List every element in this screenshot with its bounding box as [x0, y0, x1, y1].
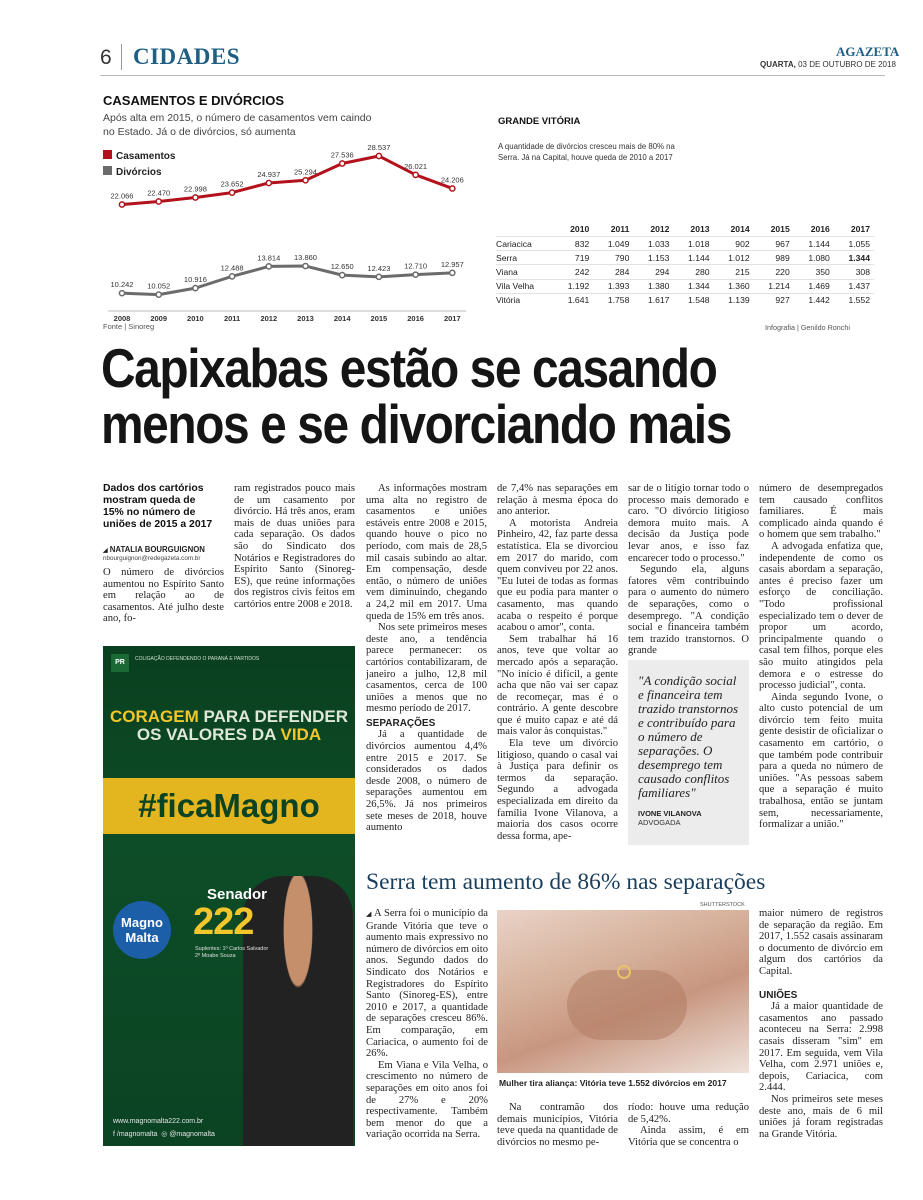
data-point — [230, 274, 235, 279]
infographic-subtitle — [103, 111, 372, 139]
table-cell: 220 — [754, 265, 794, 279]
author-name: NATALIA BOURGUIGNON — [109, 545, 205, 554]
infographic-title: CASAMENTOS E DIVÓRCIOS — [103, 93, 285, 108]
table-desc-line-2: Serra. Já na Capital, houve queda de 2010 a 2017 — [498, 153, 673, 162]
subtitle-line-2: no Estado. Já o de divórcios, só aumenta — [103, 126, 296, 138]
data-label: 12.710 — [404, 261, 428, 271]
table-cell: 902 — [714, 237, 754, 251]
table-cell: 719 — [553, 251, 593, 265]
table-cell: 1.144 — [794, 237, 834, 251]
ad-slogan-line-1 — [103, 708, 355, 726]
table-cell: 1.033 — [633, 237, 673, 251]
infographic-source: Fonte | Sinoreg — [103, 322, 155, 331]
table-row — [496, 293, 874, 307]
table-cell: 1.442 — [794, 293, 834, 307]
col3-subhead: SEPARAÇÕES — [366, 717, 436, 729]
data-point — [230, 190, 235, 195]
pull-quote-role: ADVOGADA — [638, 818, 681, 827]
table-cell: 1.018 — [673, 237, 713, 251]
article2-col-3 — [628, 1102, 749, 1148]
data-point — [266, 180, 271, 185]
ad-social — [113, 1130, 215, 1138]
table-cell: 1.437 — [834, 279, 874, 293]
table-year-header: 2011 — [610, 224, 630, 234]
table-cell: 1.192 — [553, 279, 593, 293]
ad-hashtag: #ficaMagno — [103, 778, 355, 834]
table-row-name: Vila Velha — [496, 279, 553, 293]
table-year-header: 2016 — [810, 224, 830, 234]
table-cell: 1.080 — [794, 251, 834, 265]
data-label: 25.294 — [294, 167, 317, 177]
table-row — [496, 279, 874, 293]
a2-col4-paragraph-3: Nos primeiros sete meses deste ano, mais de 6 mil uniões já foram registradas na Grande Vitória. — [759, 1093, 883, 1140]
data-label: 10.052 — [147, 281, 171, 291]
author-email: nbourguignon@redegazeta.com.br — [103, 555, 201, 562]
data-label: 13.814 — [257, 253, 281, 263]
table-row — [496, 251, 874, 265]
table-cell: 1.012 — [714, 251, 754, 265]
article-col-6 — [759, 483, 883, 831]
article2-col-4 — [759, 908, 883, 1140]
series-line-casamentos — [122, 156, 452, 205]
col6-paragraph-2: A advogada enfatiza que, independente de como os casais abordam a separação, antes é preciso fazer um esforço de conciliação. "Todo profissional especializado tem o dever de propor um acordo, principalmente quando o casal tem filhos, porque eles são muito atingidos pela demora e o estresse do processo judicial", conta. — [759, 540, 883, 692]
x-tick-label: 2016 — [407, 314, 424, 323]
ad-social-1[interactable]: /magnomalta — [116, 1131, 158, 1138]
data-label: 10.916 — [183, 275, 207, 285]
author-arrow-icon: ◢ — [103, 548, 108, 554]
infographic-credit: Infografia | Genildo Ronchi — [765, 323, 850, 332]
table-cell: 308 — [834, 265, 874, 279]
article-deck: Dados dos cartórios mostram queda de 15% no número de uniões de 2015 a 2017 — [103, 483, 213, 530]
data-point — [193, 195, 198, 200]
table-cell: 1.552 — [834, 293, 874, 307]
legend-casamentos-label: Casamentos — [116, 151, 176, 162]
data-label: 10.242 — [110, 280, 134, 290]
table-cell: 1.139 — [714, 293, 754, 307]
data-point — [266, 264, 271, 269]
ad-suplentes — [195, 946, 268, 960]
col6-paragraph-1: número de desempregados tem causado conflitos familiares. É mais complicado ainda quando é o homem que sem trabalho." — [759, 483, 883, 541]
ad-coragem: CORAGEM — [109, 707, 199, 726]
data-label: 12.488 — [220, 263, 244, 273]
ring-icon — [617, 965, 631, 979]
table-cell: 1.153 — [633, 251, 673, 265]
col6-paragraph-3: Ainda segundo Ivone, o alto custo potencial de um divórcio tem feito muita gente desistir de oficializar o casamento em cartório, o que também pode contribuir para a queda no número de uniões. "As pessoas sabem que a separação é muito trabalhosa, então se juntam sem, necessariamente, formalizar a união." — [759, 691, 883, 831]
col5-paragraph-2: Segundo ela, alguns fatores vêm contribuindo para o aumento do número de separações, como o desemprego. "A condição social e financeira também tem trazido transtornos. O grande — [628, 564, 749, 657]
table-cell: 294 — [633, 265, 673, 279]
col3-paragraph-2: Nos sete primeiros meses deste ano, a tendência parece permanecer: os cartórios contabilizaram, de janeiro a julho, 12,8 mil casamentos, cerca de 100 uniões a menos que no mesmo período de 2017. — [366, 622, 487, 715]
table-year-header: 2010 — [570, 224, 590, 234]
a2-col3-paragraph-2: Ainda assim, é em Vitória que se concentra o — [628, 1125, 749, 1148]
col4-paragraph-2: A motorista Andreia Pinheiro, 42, faz parte dessa estatística. Ela se divorciou em 2017 do marido, com quem conviveu por 22 anos. "Eu lutei de todas as formas que eu podia para manter o casamento, mas quando acaba o respeito é porque acabou o amor", conta. — [497, 517, 618, 634]
legend-divorcios-label: Divórcios — [116, 167, 162, 178]
article2-col-2 — [497, 1102, 618, 1148]
table-title: GRANDE VITÓRIA — [498, 116, 581, 127]
x-tick-label: 2014 — [333, 314, 351, 323]
ad-slogan — [103, 708, 355, 744]
table-header-blank — [496, 222, 553, 237]
headline-line-1: Capixabas estão se casando — [101, 337, 717, 399]
date-day: QUARTA, — [760, 60, 796, 69]
table-cell: 1.214 — [754, 279, 794, 293]
article-col-1 — [103, 567, 224, 625]
ad-candidate-number: 222 — [193, 901, 254, 943]
article-col-2 — [234, 483, 355, 611]
data-label: 22.470 — [147, 188, 171, 198]
table-year-header: 2013 — [690, 224, 710, 234]
divorce-table — [496, 222, 874, 307]
header-rule — [100, 75, 885, 76]
table-cell: 790 — [593, 251, 633, 265]
pull-quote-name: IVONE VILANOVA — [638, 809, 702, 818]
table-cell: 989 — [754, 251, 794, 265]
table-year-header: 2014 — [730, 224, 750, 234]
table-row-name: Viana — [496, 265, 553, 279]
data-label: 12.650 — [330, 262, 354, 272]
data-point — [450, 270, 455, 275]
a2-col4-subhead: UNIÕES — [759, 989, 798, 1001]
table-cell: 284 — [593, 265, 633, 279]
data-point — [340, 273, 345, 278]
table-cell: 215 — [714, 265, 754, 279]
data-point — [376, 153, 381, 158]
x-tick-label: 2010 — [187, 314, 204, 323]
x-tick-label: 2013 — [297, 314, 314, 323]
a2-col2-paragraph-1: Na contramão dos demais municípios, Vitória teve queda na quantidade de divórcios no mesmo pe- — [497, 1102, 618, 1148]
data-label: 13.860 — [294, 253, 317, 263]
ad-vida: VIDA — [280, 725, 322, 744]
article-col-5 — [628, 483, 749, 657]
table-cell: 280 — [673, 265, 713, 279]
data-point — [340, 161, 345, 166]
table-cell: 1.360 — [714, 279, 754, 293]
data-point — [156, 292, 161, 297]
table-cell: 1.055 — [834, 237, 874, 251]
table-row-name: Cariacica — [496, 237, 553, 251]
table-cell: 1.548 — [673, 293, 713, 307]
ad-social-2[interactable]: @magnomalta — [169, 1131, 215, 1138]
x-tick-label: 2008 — [113, 314, 131, 323]
ad-suplentes-1: Suplentes: 1º Carlos Salvador — [195, 946, 269, 952]
table-year-header: 2015 — [770, 224, 790, 234]
data-label: 26.021 — [404, 161, 428, 171]
instagram-icon: ◎ — [161, 1131, 168, 1138]
x-tick-label: 2017 — [443, 314, 461, 323]
table-cell: 1.617 — [633, 293, 673, 307]
headline-line-2: menos e se divorciando mais — [101, 393, 731, 455]
brand-logo: AGAZETA — [836, 44, 900, 59]
table-cell: 1.380 — [633, 279, 673, 293]
article-author — [103, 545, 228, 554]
table-description — [498, 141, 675, 163]
data-label: 28.537 — [367, 142, 391, 152]
table-desc-line-1: A quantidade de divórcios cresceu mais de 80% na — [498, 142, 675, 151]
data-point — [303, 263, 308, 268]
data-label: 23.652 — [220, 179, 244, 189]
photo-credit: SHUTTERSTOCK — [700, 902, 745, 908]
data-point — [119, 202, 124, 207]
ad-os-valores: OS VALORES DA — [136, 725, 276, 744]
table-cell: 1.144 — [673, 251, 713, 265]
subtitle-line-1: Após alta em 2015, o número de casamentos vem caindo — [103, 112, 372, 124]
ad-suplentes-2: 2º Moabe Souza — [195, 953, 236, 959]
photo-hands — [567, 970, 687, 1040]
table-header-row — [496, 222, 874, 237]
table-cell: 1.049 — [593, 237, 633, 251]
table-cell: 1.758 — [593, 293, 633, 307]
table-row-name: Vitória — [496, 293, 553, 307]
x-tick-label: 2012 — [260, 314, 278, 323]
series-line-divorcios — [122, 263, 452, 295]
facebook-icon: f — [113, 1131, 115, 1138]
table-cell: 1.641 — [553, 293, 593, 307]
a2-col4-paragraph-2: Já a maior quantidade de casamentos ano passado aconteceu na Serra: 2.998 casais disseram "sim" em 2017. Em seguida, vem Vila Velha, com 2.971 uniões e, depois, Cariacica, com 2.444. — [759, 1001, 883, 1094]
data-point — [156, 199, 161, 204]
data-point — [376, 274, 381, 279]
ad-senador: Senador — [207, 886, 268, 903]
ad-para-defender: PARA DEFENDER — [203, 707, 349, 726]
data-point — [450, 186, 455, 191]
data-label: 24.937 — [257, 169, 281, 179]
table-year-header: 2012 — [650, 224, 670, 234]
a2-arrow-icon: ◢ — [366, 910, 372, 918]
col2-paragraph: ram registrados pouco mais de um casamento por divórcio. Há três anos, eram mais de duas uniões para cada separação. Os dados são do Sindicato dos Notários e Registradores do Espírito Santo (Sinoreg-ES), que reúne informações dos registros civis feitos em cartórios entre 2008 e 2018. — [234, 483, 355, 610]
table-row — [496, 265, 874, 279]
party-logo-icon: PR — [111, 654, 129, 672]
data-point — [413, 272, 418, 277]
data-point — [413, 172, 418, 177]
a2-col3-paragraph-1: ríodo: houve uma redução de 5,42%. — [628, 1102, 749, 1125]
header-date — [760, 60, 896, 69]
data-point — [193, 286, 198, 291]
table-year-header: 2017 — [850, 224, 870, 234]
x-tick-label: 2009 — [150, 314, 168, 323]
candidate-photo — [243, 876, 353, 1146]
pull-quote-box — [628, 660, 749, 845]
ad-candidate-logo — [113, 901, 171, 959]
line-chart — [100, 140, 480, 330]
col3-paragraph-1: As informações mostram uma alta no registro de casamentos e uniões estáveis entre 2008 e 2015, quando houve o pico no período, com mais de 28,5 mil casais subindo ao altar. Em compensação, desde então, o número de uniões vem diminuindo, chegando a 24,2 mil em 2017. Uma queda de 15% em três anos. — [366, 483, 487, 622]
ad-logo-line-2: Malta — [125, 930, 159, 945]
data-label: 22.066 — [110, 191, 134, 201]
article-col-3 — [366, 483, 487, 834]
data-label: 12.957 — [440, 259, 464, 269]
table-cell: 1.344 — [834, 251, 874, 265]
table-cell: 1.344 — [673, 279, 713, 293]
ad-logo-line-1: Magno — [121, 915, 163, 930]
a2-col1-paragraph-1-text: A Serra foi o município da Grande Vitória que teve o aumento mais expressivo no número de divórcios em oito anos. Segundo dados do Sindicato dos Notários e Registradores do Espírito Santo (Sinoreg-ES), entre 2010 e 2017, a quantidade de separações cresceu 86%. Em comparação, em Cariacica, o aumento foi de 26%. — [366, 908, 488, 1060]
a2-col4-paragraph-1: maior número de registros de separação da região. Em 2017, 1.552 casais assinaram o documento de divórcio em algum dos cartórios da Capital. — [759, 908, 883, 977]
data-label: 12.423 — [367, 263, 391, 273]
section-title: CIDADES — [133, 44, 241, 69]
table-cell: 832 — [553, 237, 593, 251]
table-cell: 967 — [754, 237, 794, 251]
col3-paragraph-3: Já a quantidade de divórcios aumentou 4,4% entre 2015 e 2017. Se considerados os dados desde 2008, o número de separações aumentou em 26,5%. Já nos primeiros sete meses de 2018, houve aumento — [366, 729, 487, 834]
x-tick-label: 2011 — [223, 314, 241, 323]
photo-caption: Mulher tira aliança: Vitória teve 1.552 divórcios em 2017 — [499, 1078, 727, 1088]
data-label: 22.998 — [183, 184, 207, 194]
table-cell: 1.393 — [593, 279, 633, 293]
data-point — [303, 178, 308, 183]
ad-slogan-line-2 — [103, 726, 355, 744]
a2-col1-paragraph-1 — [366, 908, 488, 1060]
table-cell: 927 — [754, 293, 794, 307]
ad-website[interactable]: www.magnomalta222.com.br — [113, 1118, 204, 1125]
date-rest: 03 DE OUTUBRO DE 2018 — [798, 60, 896, 69]
col5-paragraph-1: sar de o litígio tornar todo o processo mais demorado e caro. "O divórcio litigioso demora muito mais. A decisão da Justiça pode levar anos, e isso faz encarecer todo o processo." — [628, 483, 749, 564]
article2-col-1 — [366, 908, 488, 1141]
article2-headline: Serra tem aumento de 86% nas separações — [366, 869, 766, 895]
ad-coalition-text: COLIGAÇÃO DEFENDENDO O PARANÁ E PARTIDOS — [135, 656, 260, 662]
table-cell: 350 — [794, 265, 834, 279]
data-label: 27.536 — [330, 150, 354, 160]
col4-paragraph-4: Ela teve um divórcio litigioso, quando o casal vai à Justiça para definir os termos da separação. Segundo a advogada especializada em direito da família Ivone Vilanova, a maioria dos casos ocorre dessa forma, ape- — [497, 738, 618, 842]
pull-quote-text: "A condição social e financeira tem trazido transtornos e contribuído para o número de separações. O desemprego tem causado conflitos familiares" — [638, 673, 739, 800]
col4-paragraph-1: de 7,4% nas separações em relação à mesma época do ano anterior. — [497, 483, 618, 518]
page-number: 6 — [100, 46, 112, 69]
header-divider — [121, 44, 122, 70]
table-row-name: Serra — [496, 251, 553, 265]
x-tick-label: 2015 — [370, 314, 388, 323]
article-col-4 — [497, 483, 618, 842]
a2-col1-paragraph-2: Em Viana e Vila Velha, o crescimento no número de separações em oito anos foi de 27% e 20% respectivamente. Também bem menor do que a variação ocorrida na Serra. — [366, 1059, 488, 1141]
table-row — [496, 237, 874, 251]
main-headline — [101, 337, 788, 455]
table-cell: 242 — [553, 265, 593, 279]
col4-paragraph-3: Sem trabalhar há 16 anos, teve que voltar ao mercado após a separação. "No início é difícil, a gente acha que não vai ser capaz de recomeçar, mas é o contrário. A gente descobre que é muito capaz e até dá mais valor às conquistas." — [497, 633, 618, 738]
col1-paragraph: O número de divórcios aumentou no Espírito Santo em relação ao de casamentos. Até julho deste ano, fo- — [103, 567, 224, 625]
data-point — [119, 291, 124, 296]
ring-photo — [497, 910, 749, 1073]
campaign-ad[interactable] — [103, 646, 355, 1146]
table-cell: 1.469 — [794, 279, 834, 293]
data-label: 24.206 — [440, 175, 464, 185]
